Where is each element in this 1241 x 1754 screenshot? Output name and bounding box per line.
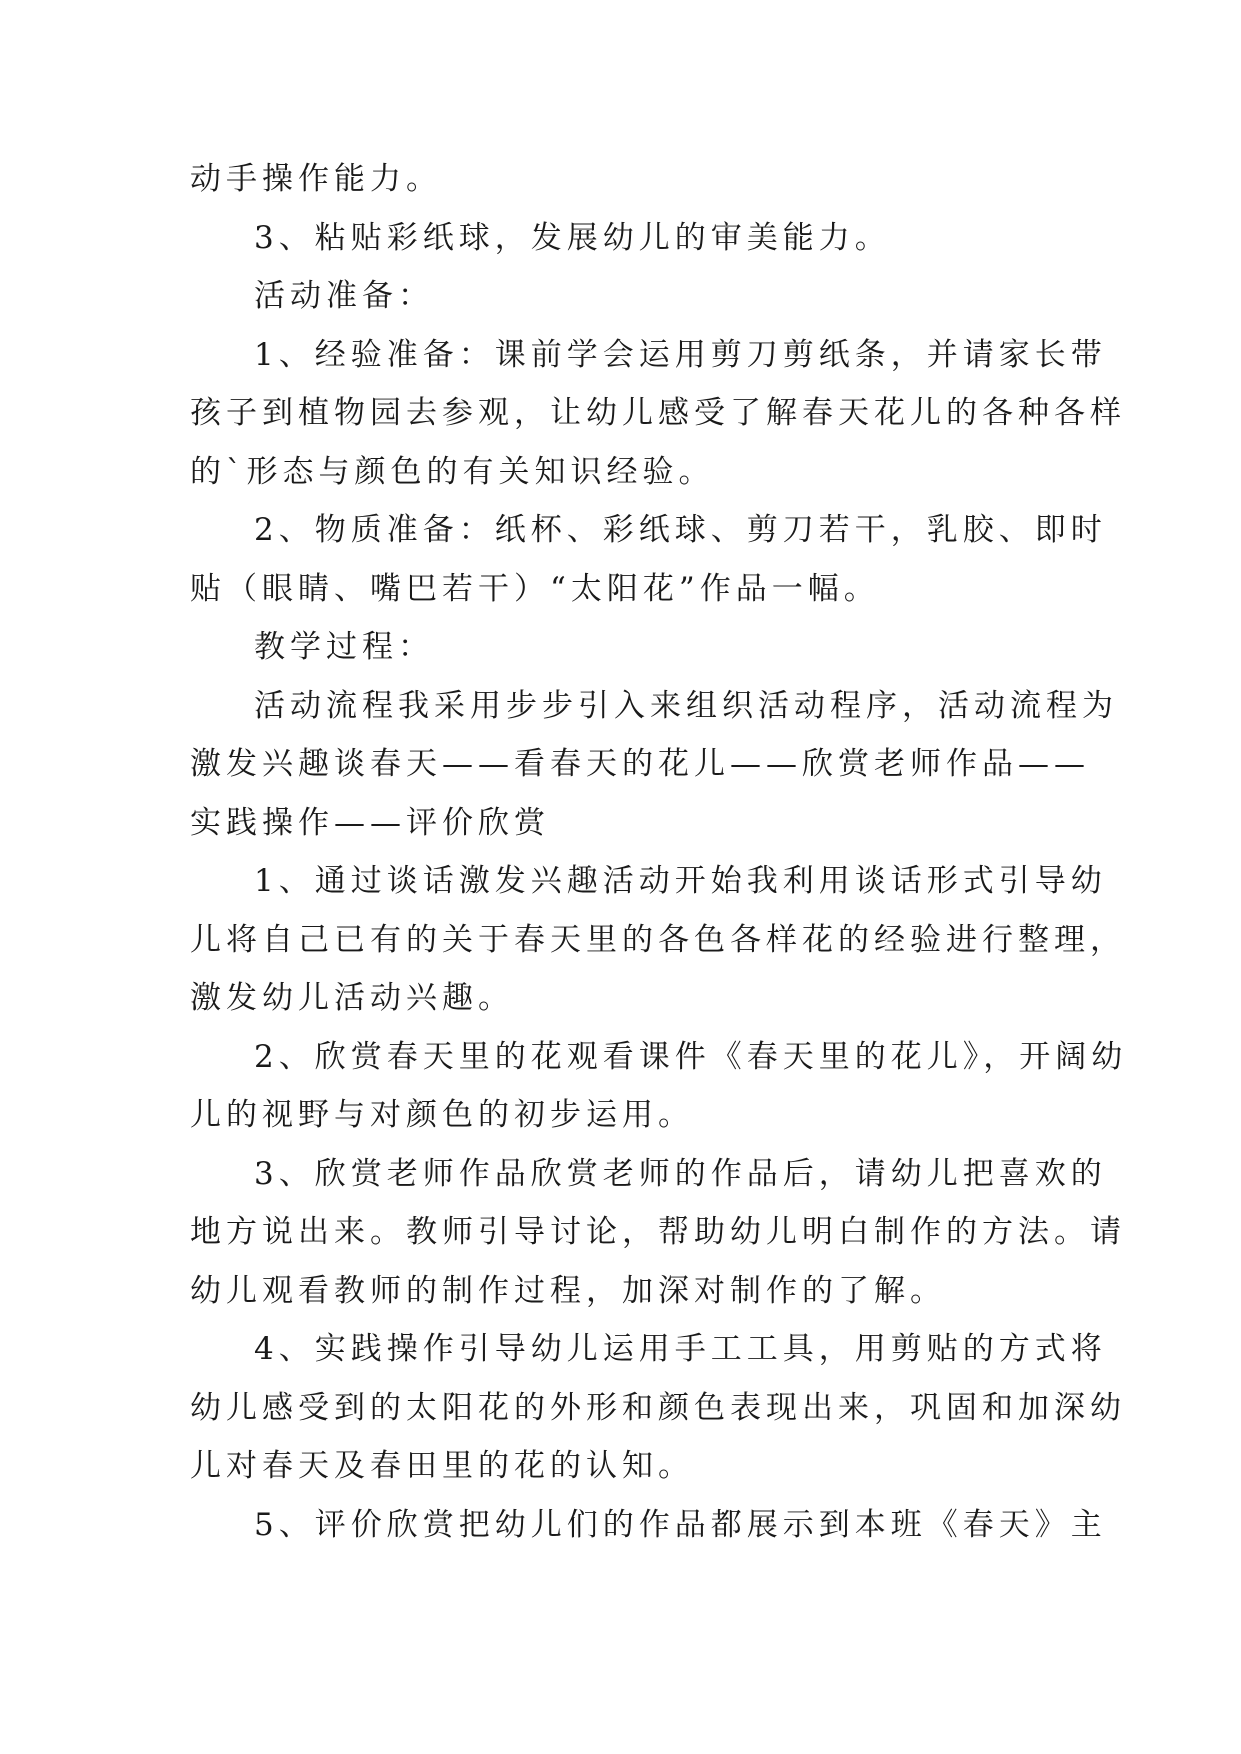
text-line: 3、欣赏老师作品欣赏老师的作品后，请幼儿把喜欢的 xyxy=(254,1155,1107,1192)
text-line: 2、物质准备：纸杯、彩纸球、剪刀若干，乳胶、即时 xyxy=(254,512,1107,548)
document-body xyxy=(190,150,1128,1554)
text-line: 的`形态与颜色的有关知识经验。 xyxy=(190,453,715,490)
text-line: 活动准备： xyxy=(254,278,434,314)
paragraph xyxy=(190,209,1060,268)
text-line: 4、实践操作引导幼儿运用手工工具，用剪贴的方式将 xyxy=(254,1331,1107,1367)
text-line: 3、粘贴彩纸球，发展幼儿的审美能力。 xyxy=(254,219,891,256)
text-line: 儿的视野与对颜色的初步运用。 xyxy=(190,1097,694,1133)
text-line: 孩子到植物园去参观，让幼儿感受了解春天花儿的各种各样 xyxy=(190,395,1126,431)
text-line: 儿将自己已有的关于春天里的各色各样花的经验进行整理， xyxy=(190,921,1126,958)
text-line: 儿对春天及春田里的花的认知。 xyxy=(190,1448,694,1484)
text-line: 实践操作——评价欣赏 xyxy=(190,804,550,841)
paragraph xyxy=(190,1496,1107,1555)
text-line: 活动流程我采用步步引入来组织活动程序，活动流程为 xyxy=(254,687,1118,724)
text-line: 幼儿感受到的太阳花的外形和颜色表现出来，巩固和加深幼 xyxy=(190,1389,1126,1426)
text-line: 贴（眼睛、嘴巴若干）“太阳花”作品一幅。 xyxy=(190,570,880,607)
text-line: 1、经验准备：课前学会运用剪刀剪纸条，并请家长带 xyxy=(254,336,1107,373)
text-line: 幼儿观看教师的制作过程，加深对制作的了解。 xyxy=(190,1272,946,1309)
paragraph xyxy=(190,150,1060,209)
text-line: 激发兴趣谈春天——看春天的花儿——欣赏老师作品—— xyxy=(190,746,1090,782)
text-line: 1、通过谈话激发兴趣活动开始我利用谈话形式引导幼 xyxy=(254,863,1107,899)
paragraph xyxy=(190,1028,1128,1145)
paragraph xyxy=(190,852,1126,1028)
text-line: 激发幼儿活动兴趣。 xyxy=(190,980,514,1016)
text-line: 教学过程： xyxy=(254,629,434,665)
paragraph xyxy=(190,326,1126,502)
text-line: 2、欣赏春天里的花观看课件《春天里的花儿》，开阔幼 xyxy=(254,1038,1128,1075)
paragraph xyxy=(190,677,1118,853)
paragraph xyxy=(190,267,1060,326)
paragraph xyxy=(190,501,1107,618)
paragraph xyxy=(190,1145,1126,1321)
text-line: 地方说出来。教师引导讨论，帮助幼儿明白制作的方法。请 xyxy=(190,1214,1126,1250)
text-line: 5、评价欣赏把幼儿们的作品都展示到本班《春天》主 xyxy=(254,1506,1107,1543)
paragraph xyxy=(190,618,1060,677)
paragraph xyxy=(190,1320,1126,1496)
text-line: 动手操作能力。 xyxy=(190,161,442,197)
